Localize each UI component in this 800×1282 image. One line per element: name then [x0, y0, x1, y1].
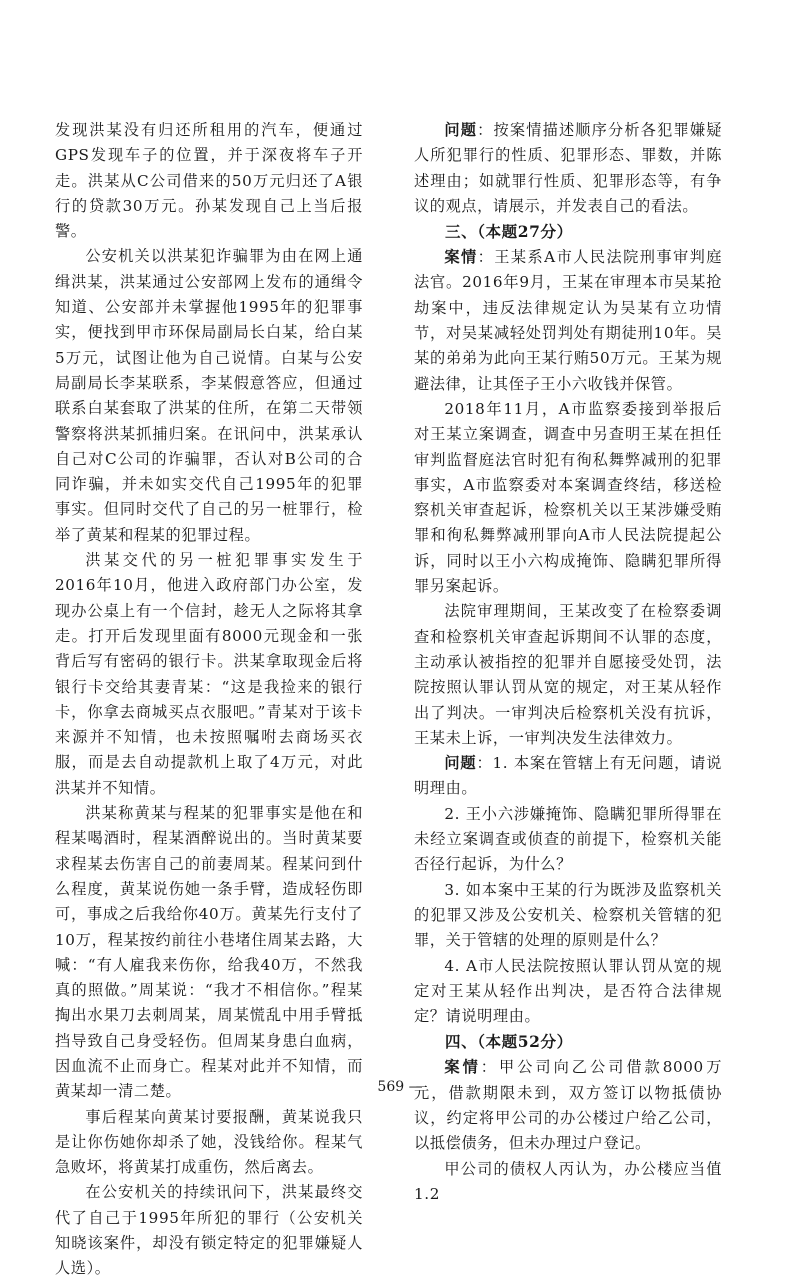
case-text: ：王某系A市人民法院刑事审判庭法官。2016年9月，王某在审理本市吴某抢劫案中，违反法律规定认为吴某有立功情节，对吴某减轻处罚判处有期徒刑10年。吴某的弟弟为此向王某行贿50万元。王某为规避法律，让其侄子王小六收钱并保管。	[414, 248, 723, 393]
case-paragraph	[414, 1055, 722, 1156]
question-label: 问题	[444, 754, 477, 773]
case-label: 案情	[444, 248, 478, 267]
case-label: 案情	[444, 1058, 481, 1077]
question-item: 2. 王小六涉嫌掩饰、隐瞒犯罪所得罪在未经立案调查或侦查的前提下，检察机关能否径行起诉，为什么？	[414, 804, 722, 874]
question-item: 4. A市人民法院按照认罪认罚从宽的规定对王某从轻作出判决，是否符合法律规定？请说明理由。	[414, 956, 722, 1026]
section-heading-3: 三、（本题27分）	[445, 222, 573, 242]
question-paragraph	[414, 751, 722, 802]
case-text: ：甲公司向乙公司借款8000万元，借款期限未到，双方签订以物抵债协议，约定将甲公司的办公楼过户给乙公司，以抵偿债务，但未办理过户登记。	[414, 1058, 723, 1153]
question-paragraph	[414, 118, 722, 219]
paragraph: 在公安机关的持续讯问下，洪某最终交代了自己于1995年所犯的罪行（公安机关知晓该案件，却没有锁定特定的犯罪嫌疑人人选）。	[55, 1183, 363, 1278]
left-column	[55, 118, 363, 1282]
right-column	[414, 118, 722, 1207]
paragraph: 甲公司的债权人丙认为，办公楼应当值1.2	[414, 1159, 722, 1203]
paragraph: 公安机关以洪某犯诈骗罪为由在网上通缉洪某，洪某通过公安部网上发布的通缉令知道、公安部并未掌握他1995年的犯罪事实，便找到甲市环保局副局长白某，给白某5万元，试图让他为自己说情。白某与公安局副局长李某联系，李某假意答应，但通过联系白某套取了洪某的住所，在第二天带领警察将洪某抓捕归案。在讯问中，洪某承认自己对C公司的诈骗罪，否认对B公司的合同诈骗，并未如实交代自己1995年的犯罪事实。但同时交代了自己的另一桩罪行，检举了黄某和程某的犯罪过程。	[55, 247, 363, 544]
page-number: 569 —	[377, 1079, 423, 1095]
paragraph: 洪某称黄某与程某的犯罪事实是他在和程某喝酒时，程某酒醉说出的。当时黄某要求程某去伤害自己的前妻周某。程某问到什么程度，黄某说伤她一条手臂，造成轻伤即可，事成之后我给你40万。黄某先行支付了10万，程某按约前往小巷堵住周某去路，大喊：“有人雇我来伤你，给我40万，不然我真的照做。”周某说：“我才不相信你。”程某掏出水果刀去刺周某，周某慌乱中用手臂抵挡导致自己身受轻伤。但周某身患白血病，因血流不止而身亡。程某对此并不知情，而黄某却一清二楚。	[55, 804, 363, 1101]
question-label: 问题	[444, 121, 478, 139]
question-text: ：按案情描述顺序分析各犯罪嫌疑人所犯罪行的性质、犯罪形态、罪数，并陈述理由；如就罪行性质、犯罪形态等，有争议的观点，请展示，并发表自己的看法。	[414, 121, 723, 215]
paragraph: 2018年11月，A市监察委接到举报后对王某立案调查，调查中另查明王某在担任审判监督庭法官时犯有徇私舞弊减刑的犯罪事实，A市监察委对本案调查终结，移送检察机关审查起诉，检察机关以王某涉嫌受贿罪和徇私舞弊减刑罪向A市人民法院提起公诉，同时以王小六构成掩饰、隐瞒犯罪所得罪另案起诉。	[414, 399, 722, 596]
question-item: 3. 如本案中王某的行为既涉及监察机关的犯罪又涉及公安机关、检察机关管辖的犯罪，关于管辖的处理的原则是什么？	[414, 880, 722, 950]
case-paragraph	[414, 245, 722, 397]
paragraph: 法院审理期间，王某改变了在检察委调查和检察机关审查起诉期间不认罪的态度，主动承认被指控的犯罪并自愿接受处罚，法院按照认罪认罚从宽的规定，对王某从轻作出了判决。一审判决后检察机关没有抗诉，王某未上诉，一审判决发生法律效力。	[414, 602, 722, 747]
paragraph: 事后程某向黄某讨要报酬，黄某说我只是让你伤她你却杀了她，没钱给你。程某气急败坏，将黄某打成重伤，然后离去。	[55, 1107, 363, 1177]
question-item: ：1. 本案在管辖上有无问题，请说明理由。	[414, 754, 722, 798]
paragraph: 洪某交代的另一桩犯罪事实发生于2016年10月，他进入政府部门办公室，发现办公桌上有一个信封，趁无人之际将其拿走。打开后发现里面有8000元现金和一张背后写有密码的银行卡。洪某拿取现金后将银行卡交给其妻青某：“这是我捡来的银行卡，你拿去商城买点衣服吧。”青某对于该卡来源并不知情，也未按照嘱咐去商场买衣服，而是去自动提款机上取了4万元，对此洪某并不知情。	[55, 551, 363, 797]
section-heading-4: 四、（本题52分）	[445, 1032, 573, 1052]
paragraph: 发现洪某没有归还所租用的汽车，便通过GPS发现车子的位置，并于深夜将车子开走。洪某从C公司借来的50万元归还了A银行的贷款30万元。孙某发现自己上当后报警。	[55, 121, 363, 241]
